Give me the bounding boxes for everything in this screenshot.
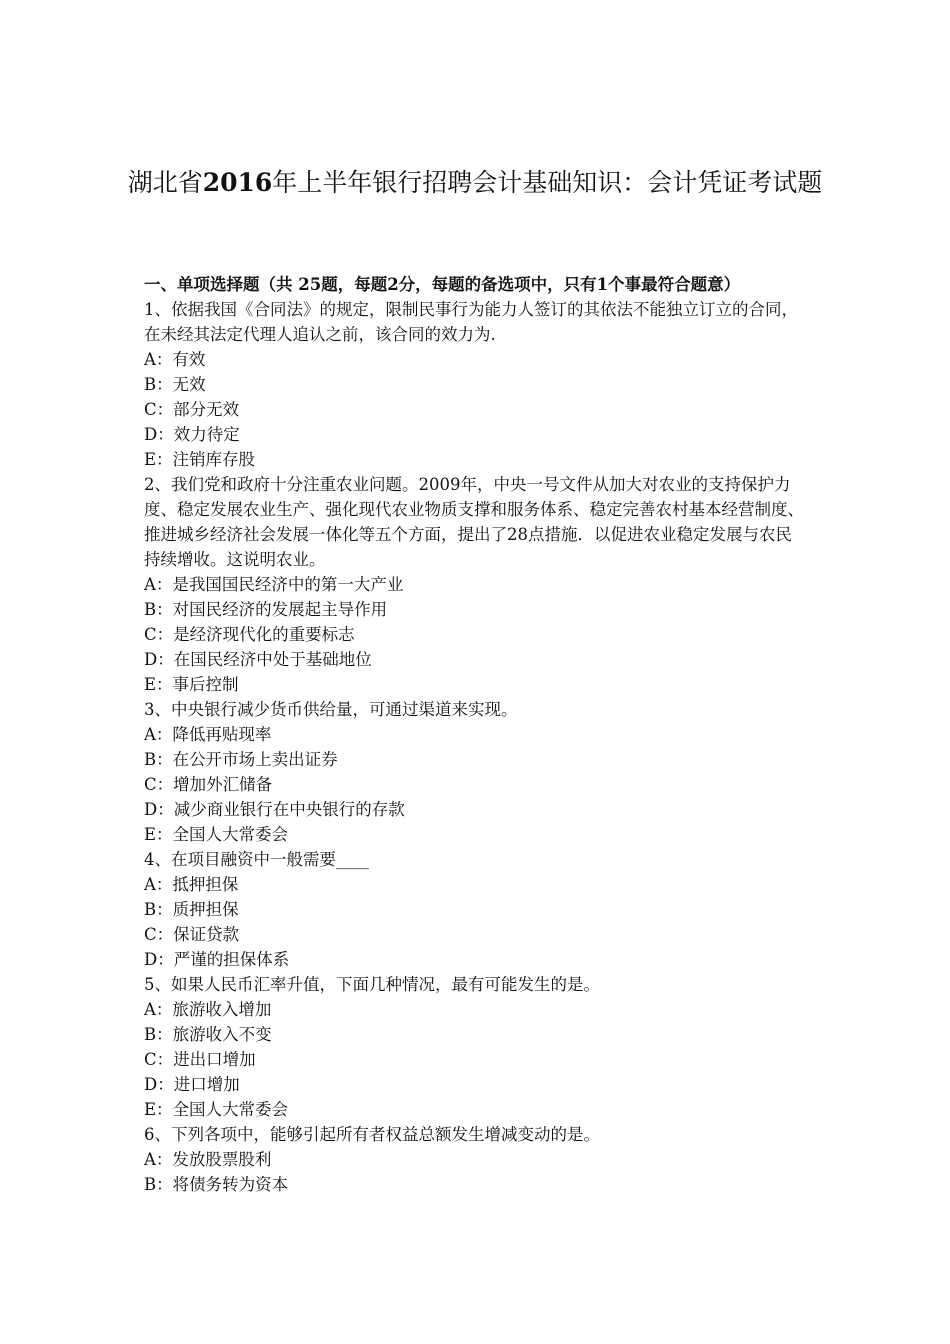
question-block: [144, 1122, 808, 1197]
question-block: [144, 297, 808, 472]
question-block: [144, 847, 808, 972]
option-item: D：效力待定: [144, 425, 240, 444]
question-text: 5、如果人民币汇率升值，下面几种情况，最有可能发生的是。: [144, 975, 600, 994]
question-block: [144, 697, 808, 847]
title-part1: 湖北省: [127, 167, 203, 197]
question-list: [144, 297, 808, 1197]
option-item: E：全国人大常委会: [144, 825, 289, 844]
option-item: B：无效: [144, 375, 206, 394]
option-item: A：抵押担保: [144, 875, 239, 894]
option-list: [144, 347, 808, 472]
option-item: D：进口增加: [144, 1075, 240, 1094]
document-title: [120, 157, 830, 209]
option-item: A：有效: [144, 350, 206, 369]
option-item: A：旅游收入增加: [144, 1000, 272, 1019]
question-text: 6、下列各项中，能够引起所有者权益总额发生增减变动的是。: [144, 1125, 600, 1144]
document-body: [144, 272, 808, 1197]
option-item: C：进出口增加: [144, 1050, 256, 1069]
option-item: D：在国民经济中处于基础地位: [144, 650, 372, 669]
section-heading: 一、单项选择题（共 25题，每题2分，每题的备选项中，只有1个事最符合题意）: [144, 275, 741, 294]
option-list: [144, 997, 808, 1122]
question-block: [144, 472, 808, 697]
option-item: C：增加外汇储备: [144, 775, 273, 794]
option-item: E：全国人大常委会: [144, 1100, 289, 1119]
option-item: B：在公开市场上卖出证券: [144, 750, 338, 769]
title-year: 2016: [202, 167, 273, 197]
option-item: C：部分无效: [144, 400, 240, 419]
option-list: [144, 722, 808, 847]
question-text: 1、依据我国《合同法》的规定，限制民事行为能力人签订的其依法不能独立订立的合同，在未经其法定代理人追认之前，该合同的效力为.: [144, 300, 798, 344]
option-item: B：旅游收入不变: [144, 1025, 272, 1044]
option-item: E：注销库存股: [144, 450, 256, 469]
option-list: [144, 572, 808, 697]
option-item: D：严谨的担保体系: [144, 950, 290, 969]
question-block: [144, 972, 808, 1122]
title-part2: 年上半年银行招聘会计基础知识：会计凭证考试题: [272, 167, 823, 197]
option-item: C：是经济现代化的重要标志: [144, 625, 355, 644]
question-text: 4、在项目融资中一般需要____: [144, 850, 369, 869]
option-item: A：是我国国民经济中的第一大产业: [144, 575, 404, 594]
option-item: A：发放股票股利: [144, 1150, 272, 1169]
question-text: 3、中央银行减少货币供给量，可通过渠道来实现。: [144, 700, 518, 719]
question-text: 2、我们党和政府十分注重农业问题。2009年，中央一号文件从加大对农业的支持保护力度、稳定发展农业生产、强化现代农业物质支撑和服务体系、稳定完善农村基本经营制度、推进城乡经济社会发展一体化等五个方面，提出了28点措施．以促进农业稳定发展与农民持续增收。这说明农业。: [144, 475, 804, 569]
option-item: B：将债务转为资本: [144, 1175, 289, 1194]
option-item: D：减少商业银行在中央银行的存款: [144, 800, 405, 819]
option-item: B：质押担保: [144, 900, 239, 919]
option-item: E：事后控制: [144, 675, 239, 694]
option-list: [144, 872, 808, 972]
option-item: B：对国民经济的发展起主导作用: [144, 600, 388, 619]
option-item: A：降低再贴现率: [144, 725, 272, 744]
option-list: [144, 1147, 808, 1197]
option-item: C：保证贷款: [144, 925, 240, 944]
